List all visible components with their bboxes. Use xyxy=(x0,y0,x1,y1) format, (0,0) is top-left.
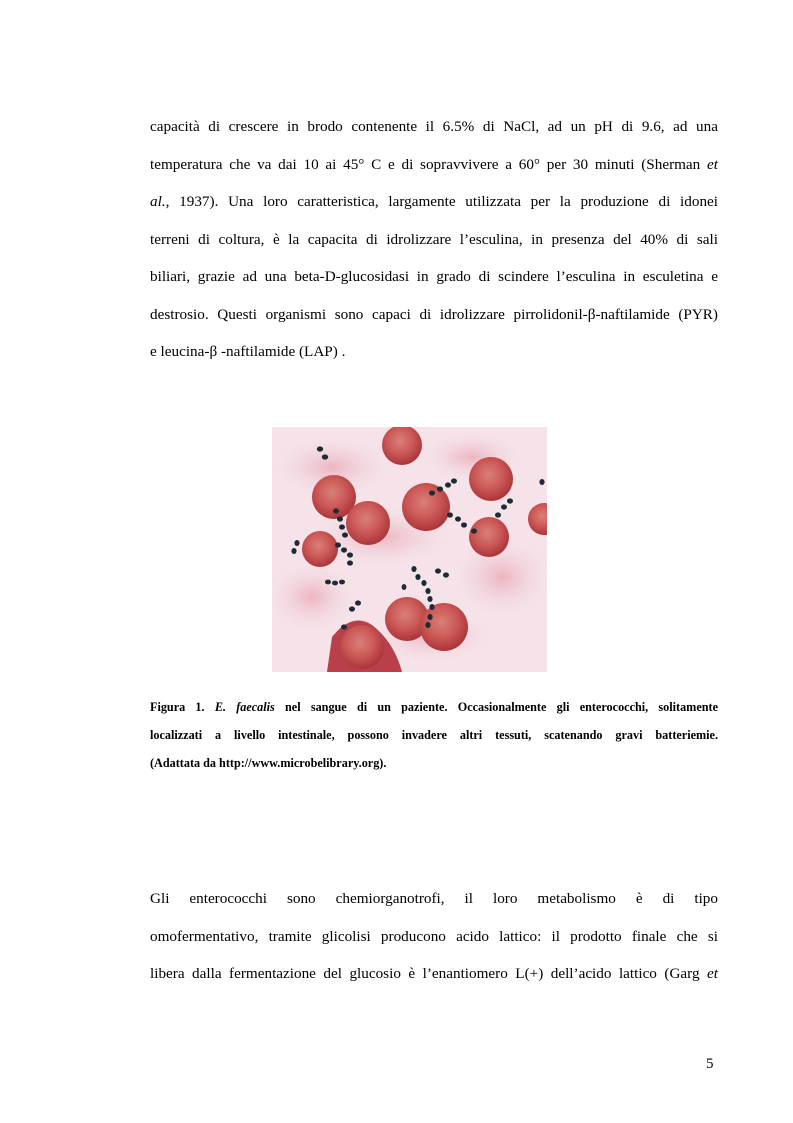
caption-line-1 xyxy=(150,693,718,721)
p2-line-1: Gli enterococchi sono chemiorganotrofi, il loro metabolismo è di tipo xyxy=(150,890,718,907)
p1-line-4: terreni di coltura, è la capacita di idrolizzare l’esculina, in presenza del 40% di sali xyxy=(150,230,718,248)
figure-caption xyxy=(150,693,718,777)
p1-line-3: al., 1937). Una loro caratteristica, largamente utilizzata per la produzione di idonei xyxy=(150,193,718,210)
figure-micrograph xyxy=(272,427,547,672)
caption-line-2: localizzati a livello intestinale, possono invadere altri tessuti, scatenando gravi batteriemie. xyxy=(150,728,718,742)
p2-line-3: libera dalla fermentazione del glucosio è l’enantiomero L(+) dell’acido lattico (Garg et xyxy=(150,965,718,982)
p1-line-7: e leucina-β -naftilamide (LAP) . xyxy=(150,343,346,360)
p2-line-2: omofermentativo, tramite glicolisi producono acido lattico: il prodotto finale che si xyxy=(150,927,718,945)
caption-rest: nel sangue di un paziente. Occasionalmente gli enterococchi, solitamente xyxy=(274,700,718,714)
italic-et: et xyxy=(707,155,718,173)
micrograph-image xyxy=(272,427,547,672)
paragraph-2 xyxy=(150,880,718,993)
paragraph-1 xyxy=(150,108,718,371)
caption-prefix: Figura 1. xyxy=(150,700,215,714)
italic-al: al., xyxy=(150,193,170,210)
italic-et-2: et xyxy=(707,965,718,982)
p1-line-2: temperatura che va dai 10 ai 45° C e di sopravvivere a 60° per 30 minuti (Sherman et xyxy=(150,155,718,173)
p1-line-1: capacità di crescere in brodo contenente il 6.5% di NaCl, ad un pH di 9.6, ad una xyxy=(150,118,718,135)
p1-line-6: destrosio. Questi organismi sono capaci di idrolizzare pirrolidonil-β-naftilamide (PYR) xyxy=(150,305,718,323)
page-number: 5 xyxy=(706,1056,714,1072)
p1-line-5: biliari, grazie ad una beta-D-glucosidasi in grado di scindere l’esculina in esculetina e xyxy=(150,268,718,285)
caption-species: E. faecalis xyxy=(214,700,275,714)
caption-line-3: (Adattata da http://www.microbelibrary.org). xyxy=(150,756,387,770)
